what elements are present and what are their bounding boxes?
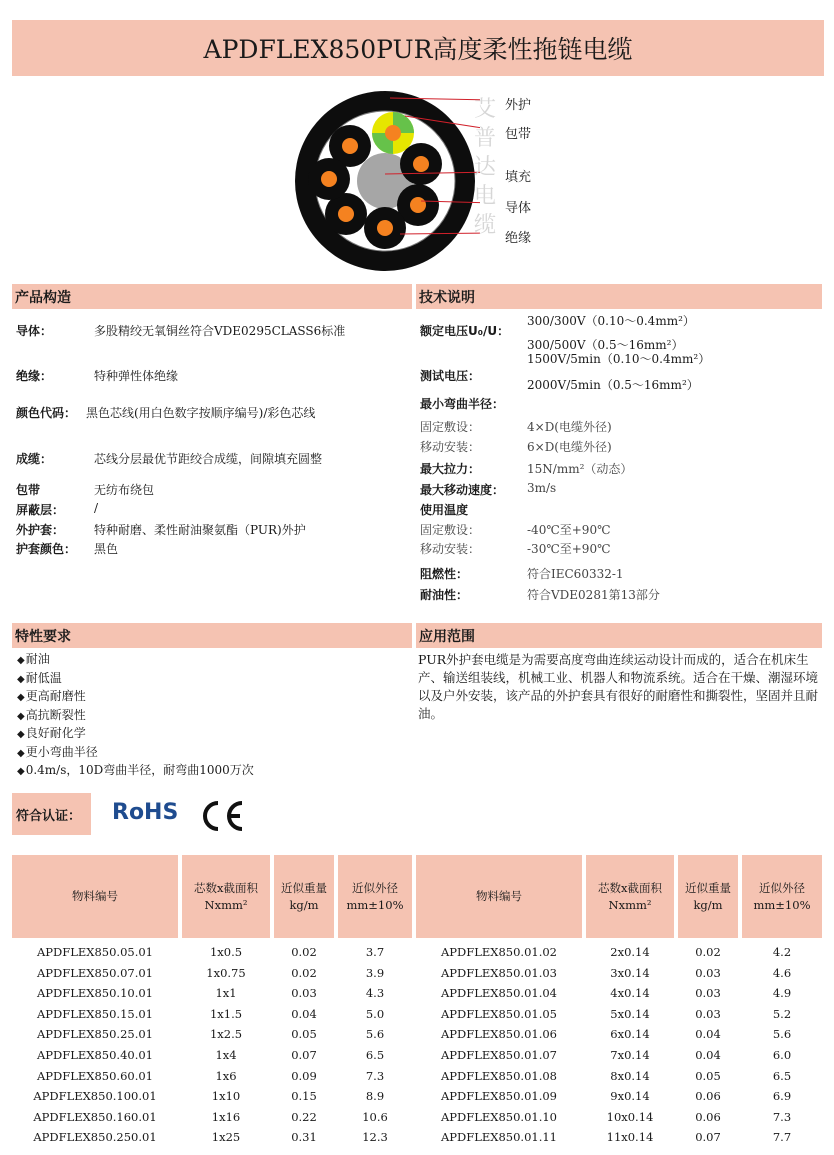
rated-voltage-2: 300/500V（0.5～16mm²）: [527, 338, 684, 352]
tension-label: 最大拉力：: [420, 462, 481, 476]
table-header-part-left: 物料编号: [12, 855, 178, 938]
watermark: 艾普达电缆: [473, 97, 496, 238]
table-cell-weight: 0.09: [291, 1068, 317, 1083]
feature-item: ◆ 高抗断裂性: [17, 707, 254, 726]
table-cell-cores-section: 1x0.75: [206, 965, 246, 980]
table-cell-part-number: APDFLEX850.05.01: [37, 945, 153, 959]
table-cell-part-number: APDFLEX850.40.01: [37, 1048, 153, 1062]
table-cell-part-number: APDFLEX850.01.05: [441, 1006, 557, 1021]
construction-label-color: 颜色代码：: [16, 406, 77, 420]
table-cell-cores-section: 1x10: [211, 1089, 241, 1104]
table-cell-cores-section: 1x2.5: [209, 1027, 243, 1042]
table-cell-outer-diameter: 4.9: [772, 986, 792, 1001]
table-cell-weight: 0.03: [695, 1006, 721, 1021]
table-cell-outer-diameter: 4.2: [772, 945, 792, 959]
oil-value: 符合VDE0281第13部分: [527, 588, 660, 602]
fixed-bend-value: 4×D(电缆外径): [527, 420, 612, 434]
table-cell-outer-diameter: 8.9: [365, 1089, 385, 1104]
table-cell-weight: 0.02: [291, 945, 317, 959]
rated-voltage-1: 300/300V（0.10～0.4mm²）: [527, 314, 695, 328]
mobile-bend-label: 移动安装：: [420, 440, 481, 454]
rated-voltage-label: 额定电压U₀/U：: [420, 324, 510, 338]
table-cell-part-number: APDFLEX850.01.10: [441, 1109, 557, 1124]
table-cell-outer-diameter: 6.5: [772, 1068, 792, 1083]
oil-label: 耐油性：: [420, 588, 469, 602]
construction-label-shield: 屏蔽层：: [16, 503, 65, 517]
table-cell-part-number: APDFLEX850.01.02: [441, 945, 557, 959]
table-header-cores-right: 芯数x截面积 Nxmm²: [586, 855, 674, 938]
table-cell-weight: 0.31: [291, 1130, 317, 1145]
table-cell-cores-section: 2x0.14: [610, 945, 650, 959]
page-title: APDFLEX850PUR高度柔性拖链电缆: [203, 35, 633, 64]
feature-item: ◆ 耐油: [17, 651, 254, 670]
table-cell-outer-diameter: 7.3: [365, 1068, 385, 1083]
certification-label: 符合认证：: [12, 793, 91, 835]
callout-sheath: 外护: [505, 98, 532, 113]
feature-item: ◆ 耐低温: [17, 670, 254, 689]
table-header-cores-left: 芯数x截面积 Nxmm²: [182, 855, 270, 938]
table-cell-cores-section: 1x1: [215, 986, 237, 1001]
fixed-temp-label: 固定敷设：: [420, 523, 481, 537]
table-cell-weight: 0.04: [695, 1027, 721, 1042]
table-cell-weight: 0.05: [695, 1068, 721, 1083]
table-cell-part-number: APDFLEX850.60.01: [37, 1068, 153, 1083]
table-cell-part-number: APDFLEX850.01.09: [441, 1089, 557, 1104]
callout-conductor: 导体: [505, 201, 532, 216]
feature-item: ◆ 0.4m/s，10D弯曲半径，耐弯曲1000万次: [17, 762, 254, 781]
table-cell-weight: 0.02: [695, 945, 721, 959]
table-cell-outer-diameter: 4.3: [365, 986, 385, 1001]
table-cell-cores-section: 3x0.14: [610, 965, 650, 980]
table-cell-part-number: APDFLEX850.01.03: [441, 965, 557, 980]
table-header-part-right: 物料编号: [416, 855, 582, 938]
speed-value: 3m/s: [527, 481, 557, 495]
table-cell-part-number: APDFLEX850.01.06: [441, 1027, 557, 1042]
test-voltage-1: 1500V/5min（0.10～0.4mm²）: [527, 352, 711, 366]
table-cell-cores-section: 8x0.14: [610, 1068, 650, 1083]
table-cell-weight: 0.06: [695, 1089, 721, 1104]
feature-item: ◆ 更高耐磨性: [17, 688, 254, 707]
table-cell-part-number: APDFLEX850.25.01: [37, 1027, 153, 1042]
table-cell-outer-diameter: 6.5: [365, 1048, 385, 1062]
table-cell-cores-section: 1x25: [211, 1130, 241, 1145]
test-voltage-label: 测试电压：: [420, 369, 481, 383]
flame-label: 阻燃性：: [420, 567, 469, 581]
construction-value-cabling: 芯线分层最优节距绞合成缆，间隙填充圆整: [94, 452, 323, 466]
table-cell-part-number: APDFLEX850.15.01: [37, 1006, 153, 1021]
table-cell-cores-section: 7x0.14: [610, 1048, 650, 1062]
tension-value: 15N/mm²（动态）: [527, 462, 633, 476]
table-cell-cores-section: 1x1.5: [209, 1006, 243, 1021]
mobile-bend-value: 6×D(电缆外径): [527, 440, 612, 454]
construction-label-tape: 包带: [16, 483, 41, 497]
construction-value-insulation: 特种弹性体绝缘: [94, 369, 179, 383]
table-cell-weight: 0.07: [695, 1130, 721, 1145]
table-cell-outer-diameter: 5.6: [365, 1027, 385, 1042]
table-cell-weight: 0.05: [291, 1027, 317, 1042]
table-header-weight-left: 近似重量 kg/m: [274, 855, 334, 938]
table-cell-cores-section: 1x0.5: [209, 945, 243, 959]
construction-value-tape: 无纺布绕包: [94, 483, 155, 497]
construction-label-cabling: 成缆：: [16, 452, 53, 466]
feature-list: [17, 651, 254, 781]
table-cell-outer-diameter: 7.3: [772, 1109, 792, 1124]
table-cell-weight: 0.15: [291, 1089, 317, 1104]
callout-insulation: 绝缘: [505, 231, 532, 246]
flame-value: 符合IEC60332-1: [527, 567, 624, 581]
table-cell-weight: 0.03: [291, 986, 317, 1001]
table-cell-weight: 0.06: [695, 1109, 721, 1124]
application-text: PUR外护套电缆是为需要高度弯曲连续运动设计而成的，适合在机床生产、输送组装线，机械工业、机器人和物流系统。适合在干燥、潮湿环境以及户外安装，该产品的外护套具有很好的耐磨性和撕裂性，坚固并且耐油。: [418, 652, 819, 721]
table-cell-part-number: APDFLEX850.01.11: [441, 1130, 557, 1145]
title-bar: [12, 20, 824, 76]
temp-label: 使用温度: [420, 503, 469, 517]
table-cell-outer-diameter: 3.7: [365, 945, 385, 959]
table-cell-part-number: APDFLEX850.01.07: [441, 1048, 557, 1062]
table-cell-cores-section: 1x4: [215, 1048, 237, 1062]
table-cell-part-number: APDFLEX850.10.01: [37, 986, 153, 1001]
table-cell-cores-section: 1x16: [211, 1109, 241, 1124]
table-cell-cores-section: 11x0.14: [606, 1130, 654, 1145]
construction-value-jacket: 特种耐磨、柔性耐油聚氨酯（PUR)外护: [94, 523, 306, 537]
table-cell-part-number: APDFLEX850.01.04: [441, 986, 557, 1001]
callout-filler: 填充: [505, 170, 532, 185]
construction-value-conductor: 多股精绞无氧铜丝符合VDE0295CLASS6标准: [94, 324, 346, 338]
construction-heading: 产品构造: [12, 284, 412, 309]
table-cell-outer-diameter: 4.6: [772, 965, 792, 980]
construction-label-insulation: 绝缘：: [16, 369, 53, 383]
bend-radius-label: 最小弯曲半径：: [420, 397, 505, 411]
table-cell-outer-diameter: 6.9: [772, 1089, 792, 1104]
table-header-weight-right: 近似重量 kg/m: [678, 855, 738, 938]
table-cell-part-number: APDFLEX850.160.01: [33, 1109, 157, 1124]
table-cell-outer-diameter: 6.0: [772, 1048, 792, 1062]
table-cell-outer-diameter: 10.6: [362, 1109, 388, 1124]
application-heading: 应用范围: [416, 623, 822, 648]
table-cell-weight: 0.03: [695, 965, 721, 980]
table-cell-outer-diameter: 5.6: [772, 1027, 792, 1042]
speed-label: 最大移动速度：: [420, 483, 505, 497]
construction-label-jacket-color: 护套颜色：: [16, 542, 77, 556]
construction-value-color: 黑色芯线(用白色数字按顺序编号)/彩色芯线: [86, 406, 316, 420]
table-cell-weight: 0.03: [695, 986, 721, 1001]
table-cell-cores-section: 10x0.14: [606, 1109, 654, 1124]
table-cell-weight: 0.22: [291, 1109, 317, 1124]
rohs-logo: RoHS: [112, 800, 179, 825]
table-cell-outer-diameter: 7.7: [772, 1130, 792, 1145]
fixed-temp-value: -40℃至+90℃: [527, 523, 611, 537]
table-header-od-left: 近似外径 mm±10%: [338, 855, 412, 938]
table-cell-part-number: APDFLEX850.07.01: [37, 965, 153, 980]
mobile-temp-value: -30℃至+90℃: [527, 542, 611, 556]
test-voltage-2: 2000V/5min（0.5～16mm²）: [527, 378, 699, 392]
table-cell-cores-section: 4x0.14: [610, 986, 650, 1001]
table-cell-cores-section: 1x6: [215, 1068, 237, 1083]
table-cell-part-number: APDFLEX850.01.08: [441, 1068, 557, 1083]
mobile-temp-label: 移动安装：: [420, 542, 481, 556]
callout-tape: 包带: [505, 127, 532, 142]
table-cell-cores-section: 6x0.14: [610, 1027, 650, 1042]
table-cell-weight: 0.07: [291, 1048, 317, 1062]
table-cell-outer-diameter: 5.2: [772, 1006, 792, 1021]
construction-label-jacket: 外护套：: [16, 523, 65, 537]
table-cell-outer-diameter: 5.0: [365, 1006, 385, 1021]
fixed-bend-label: 固定敷设：: [420, 420, 481, 434]
features-heading: 特性要求: [12, 623, 412, 648]
construction-value-jacket-color: 黑色: [94, 542, 119, 556]
table-cell-cores-section: 5x0.14: [610, 1006, 650, 1021]
construction-value-shield: /: [94, 501, 99, 515]
table-cell-part-number: APDFLEX850.250.01: [33, 1130, 157, 1145]
table-cell-weight: 0.04: [695, 1048, 721, 1062]
ce-mark-icon: [198, 796, 248, 836]
table-cell-weight: 0.02: [291, 965, 317, 980]
table-cell-weight: 0.04: [291, 1006, 317, 1021]
cable-cross-section: [290, 86, 480, 276]
table-cell-part-number: APDFLEX850.100.01: [33, 1089, 157, 1104]
table-cell-outer-diameter: 12.3: [362, 1130, 388, 1145]
construction-label-conductor: 导体：: [16, 324, 53, 338]
table-cell-outer-diameter: 3.9: [365, 965, 385, 980]
feature-item: ◆ 良好耐化学: [17, 725, 254, 744]
table-cell-cores-section: 9x0.14: [610, 1089, 650, 1104]
technical-heading: 技术说明: [416, 284, 822, 309]
feature-item: ◆ 更小弯曲半径: [17, 744, 254, 763]
table-header-od-right: 近似外径 mm±10%: [742, 855, 822, 938]
